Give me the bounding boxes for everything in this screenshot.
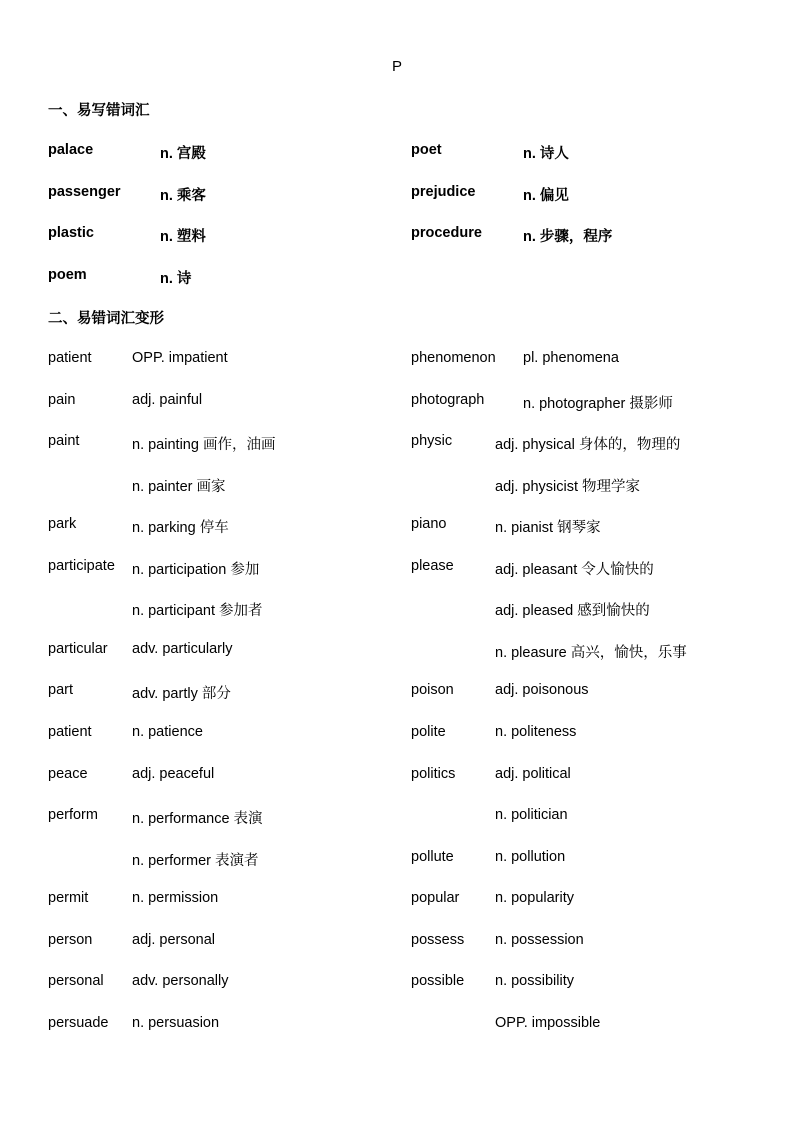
entry-definition: adj. physicist 物理学家: [495, 479, 641, 495]
entry-definition: n. 乘客: [160, 188, 206, 204]
entry-definition: n. pleasure 高兴，愉快，乐事: [495, 645, 687, 661]
entry-definition: n. participation 参加: [132, 562, 260, 578]
entry-word: patient: [48, 350, 92, 366]
entry-definition: n. performance 表演: [132, 811, 263, 827]
entry-definition: n. performer 表演者: [132, 853, 259, 869]
entry-word: paint: [48, 433, 80, 449]
entry-word: particular: [48, 641, 108, 657]
entry-definition: n. pianist 钢琴家: [495, 520, 601, 536]
entry-definition: n. parking 停车: [132, 520, 229, 536]
entry-word: personal: [48, 973, 104, 989]
entry-word: poet: [411, 142, 442, 158]
entry-definition: adj. pleased 感到愉快的: [495, 603, 650, 619]
entry-definition: n. possibility: [495, 973, 574, 989]
entry-definition: n. 步骤，程序: [523, 229, 613, 245]
entry-word: park: [48, 516, 77, 532]
entry-word: please: [411, 558, 454, 574]
entry-word: participate: [48, 558, 115, 574]
entry-word: poem: [48, 267, 87, 283]
entry-word: popular: [411, 890, 460, 906]
entry-word: poison: [411, 682, 454, 698]
entry-definition: adj. political: [495, 766, 571, 782]
entry-word: passenger: [48, 184, 121, 200]
entry-word: persuade: [48, 1015, 109, 1031]
entry-word: piano: [411, 516, 447, 532]
entry-definition: n. painting 画作，油画: [132, 437, 276, 453]
entry-definition: n. 宫殿: [160, 146, 206, 162]
entry-definition: OPP. impossible: [495, 1015, 601, 1031]
entry-word: pain: [48, 392, 76, 408]
entry-word: peace: [48, 766, 88, 782]
entry-definition: adj. pleasant 令人愉快的: [495, 562, 654, 578]
entry-word: pollute: [411, 849, 454, 865]
entry-definition: n. permission: [132, 890, 219, 906]
entry-definition: adj. physical 身体的，物理的: [495, 437, 681, 453]
entry-definition: n. participant 参加者: [132, 603, 263, 619]
entry-definition: adv. particularly: [132, 641, 233, 657]
entry-word: permit: [48, 890, 89, 906]
entry-word: palace: [48, 142, 94, 158]
entry-word: procedure: [411, 225, 482, 241]
entry-definition: n. politician: [495, 807, 568, 823]
entry-definition: n. 诗: [160, 271, 192, 287]
entry-word: plastic: [48, 225, 94, 241]
entry-definition: n. 诗人: [523, 146, 569, 162]
entry-definition: n. 塑料: [160, 229, 206, 245]
entry-definition: adj. poisonous: [495, 682, 589, 698]
entry-word: physic: [411, 433, 453, 449]
entry-definition: n. painter 画家: [132, 479, 226, 495]
entry-word: possess: [411, 932, 465, 948]
entry-definition: OPP. impatient: [132, 350, 228, 366]
entry-definition: n. patience: [132, 724, 203, 740]
entry-definition: n. pollution: [495, 849, 566, 865]
entry-definition: n. popularity: [495, 890, 574, 906]
entry-word: prejudice: [411, 184, 476, 200]
entry-word: photograph: [411, 392, 485, 408]
entry-definition: adj. personal: [132, 932, 216, 948]
entry-definition: n. persuasion: [132, 1015, 220, 1031]
entry-definition: adj. painful: [132, 392, 203, 408]
entry-definition: pl. phenomena: [523, 350, 619, 366]
entry-word: polite: [411, 724, 446, 740]
section-heading-misspelled: 一、易写错词汇: [48, 103, 150, 119]
entry-definition: n. 偏见: [523, 188, 569, 204]
entry-word: person: [48, 932, 93, 948]
entry-definition: adj. peaceful: [132, 766, 215, 782]
entry-definition: adv. partly 部分: [132, 686, 231, 702]
section-heading-word-forms: 二、易错词汇变形: [48, 311, 164, 327]
entry-word: perform: [48, 807, 98, 823]
entry-word: possible: [411, 973, 465, 989]
entry-definition: adv. personally: [132, 973, 229, 989]
entry-definition: n. politeness: [495, 724, 577, 740]
entry-definition: n. possession: [495, 932, 584, 948]
entry-word: part: [48, 682, 73, 698]
entry-word: patient: [48, 724, 92, 740]
entry-definition: n. photographer 摄影师: [523, 396, 673, 412]
entry-word: politics: [411, 766, 456, 782]
page-title: P: [391, 58, 402, 75]
entry-word: phenomenon: [411, 350, 496, 366]
